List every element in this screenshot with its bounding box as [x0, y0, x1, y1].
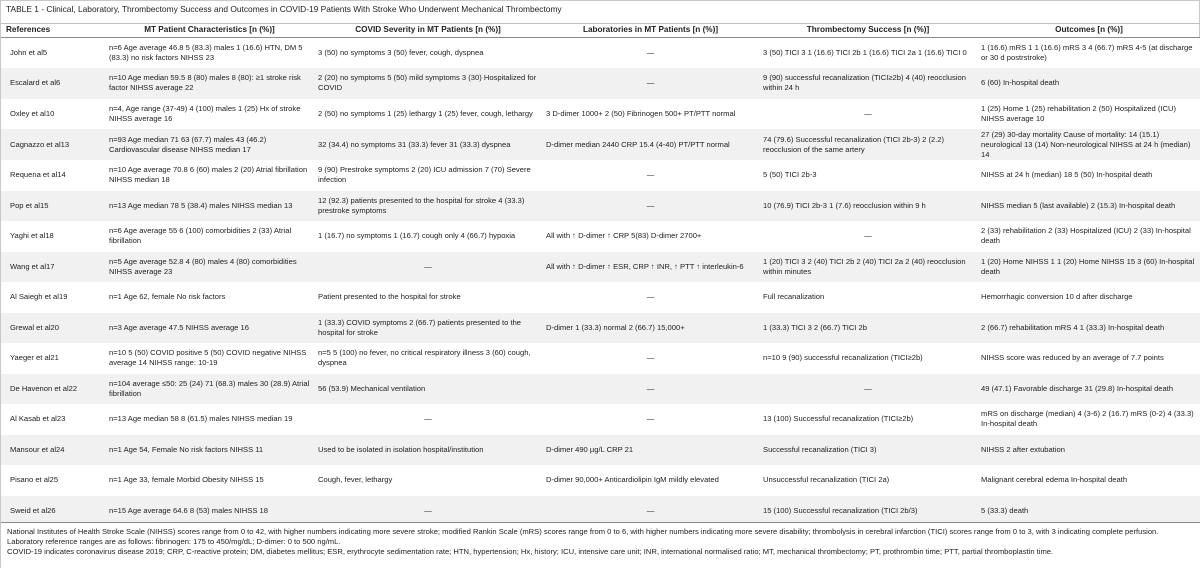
footnote-abbreviations: COVID-19 indicates coronavirus disease 2019; CRP, C-reactive protein; DM, diabetes mellitus; ESR, erythrocyte sedimentation rate; HTN, hypertension; Hx, history; ICU, intensive care unit; INR, international normalised ratio; MT, mechanical thrombectomy; PT, prothrombin time; PTT, partial thromboplastin time.	[7, 547, 1054, 557]
cell-text: Sweid et al26	[10, 505, 56, 515]
cell-text: Malignant cerebral edema In-hospital death	[981, 475, 1128, 485]
cell-text: 5 (50) TICI 2b-3	[763, 170, 817, 180]
cell-text: n=4, Age range (37-49) 4 (100) males 1 (25) Hx of stroke NIHSS average 16	[109, 103, 301, 123]
table-row	[1, 465, 1200, 496]
covid-severity-cell	[314, 129, 542, 160]
cell-text: —	[646, 200, 655, 210]
cell-text: —	[424, 261, 432, 271]
cell-text: D-dimer 490 µg/L CRP 21	[546, 444, 634, 454]
laboratories-cell	[542, 68, 759, 99]
table-body	[1, 38, 1200, 527]
cell-text: Unsuccessful recanalization (TICI 2a)	[763, 475, 890, 485]
cell-text: —	[424, 505, 432, 515]
covid-severity-cell	[314, 99, 542, 130]
laboratories-cell	[542, 38, 759, 69]
reference-cell	[1, 68, 105, 99]
cell-text: Successful recanalization (TICI 3)	[763, 444, 877, 454]
cell-text: 9 (90) Prestroke symptoms 2 (20) ICU admission 7 (70) Severe infection	[318, 165, 531, 185]
laboratories-cell	[542, 313, 759, 344]
cell-text: 1 (20) Home NIHSS 1 1 (20) Home NIHSS 15 3 (60) In-hospital death	[981, 256, 1195, 276]
reference-cell	[1, 221, 105, 252]
cell-text: 12 (92.3) patients presented to the hospital for stroke 4 (33.3) prestroke symptoms	[318, 195, 525, 215]
reference-cell	[1, 313, 105, 344]
cell-text: Mansour et al24	[10, 444, 65, 454]
reference-cell	[1, 374, 105, 405]
cell-text: 6 (60) In-hospital death	[981, 78, 1060, 88]
laboratories-cell	[542, 374, 759, 405]
cell-text: n=5 Age average 52.8 4 (80) males 4 (80) comorbidities NIHSS average 23	[109, 256, 297, 276]
laboratories-cell	[542, 160, 759, 191]
cell-text: 3 (50) no symptoms 3 (50) fever, cough, dyspnea	[318, 48, 484, 58]
covid-severity-cell	[314, 282, 542, 313]
cell-text: —	[646, 353, 655, 363]
cell-text: Hemorrhagic conversion 10 d after discharge	[981, 292, 1133, 302]
cell-text: Yaghi et al18	[10, 231, 54, 241]
reference-cell	[1, 191, 105, 222]
characteristics-cell	[105, 404, 314, 435]
characteristics-cell	[105, 68, 314, 99]
characteristics-cell	[105, 252, 314, 283]
outcomes-cell	[977, 282, 1200, 313]
laboratories-cell	[542, 282, 759, 313]
thrombectomy-success-cell	[759, 38, 977, 69]
reference-cell	[1, 465, 105, 496]
covid-severity-cell	[314, 221, 542, 252]
cell-text: 1 (33.3) COVID symptoms 2 (66.7) patients presented to the hospital for stroke	[318, 317, 522, 337]
cell-text: —	[646, 170, 655, 180]
laboratories-cell	[542, 435, 759, 466]
cell-text: 32 (34.4) no symptoms 31 (33.3) fever 31 (33.3) dyspnea	[318, 139, 511, 149]
cell-text: 2 (66.7) rehabilitation mRS 4 1 (33.3) In-hospital death	[981, 322, 1165, 332]
cell-text: —	[646, 78, 655, 88]
cell-text: Used to be isolated in isolation hospital/institution	[318, 444, 484, 454]
cell-text: Al Saiegh et al19	[10, 292, 68, 302]
cell-text: Al Kasab et al23	[10, 414, 66, 424]
reference-cell	[1, 435, 105, 466]
header-row	[1, 24, 1200, 38]
characteristics-cell	[105, 343, 314, 374]
covid-severity-cell	[314, 160, 542, 191]
outcomes-cell	[977, 404, 1200, 435]
cell-text: n=15 Age average 64.6 8 (53) males NIHSS 18	[109, 505, 268, 515]
cell-text: n=6 Age average 55 6 (100) comorbidities 2 (33) Atrial fibrillation	[109, 226, 292, 246]
thrombectomy-success-cell	[759, 465, 977, 496]
thrombectomy-success-cell	[759, 160, 977, 191]
laboratories-cell	[542, 129, 759, 160]
laboratories-cell	[542, 343, 759, 374]
thrombectomy-success-cell	[759, 343, 977, 374]
cell-text: —	[646, 292, 655, 302]
cell-text: n=1 Age 33, female Morbid Obesity NIHSS 15	[109, 475, 264, 485]
cell-text: mRS on discharge (median) 4 (3-6) 2 (16.7) mRS (0-2) 4 (33.3) In-hospital death	[981, 409, 1194, 429]
cell-text: 13 (100) Successful recanalization (TICI≥2b)	[763, 414, 914, 424]
cell-text: Pop et al15	[10, 200, 49, 210]
cell-text: n=10 9 (90) successful recanalization (TICI≥2b)	[763, 353, 923, 363]
cell-text: 56 (53.9) Mechanical ventilation	[318, 383, 426, 393]
cell-text: 3 D-dimer 1000+ 2 (50) Fibrinogen 500+ PT/PTT normal	[546, 108, 736, 118]
characteristics-cell	[105, 465, 314, 496]
cell-text: NIHSS at 24 h (median) 18 5 (50) In-hospital death	[981, 170, 1153, 180]
cell-text: NIHSS score was reduced by an average of 7.7 points	[981, 353, 1164, 363]
thrombectomy-success-cell	[759, 374, 977, 405]
thrombectomy-success-cell	[759, 435, 977, 466]
table-row	[1, 68, 1200, 99]
cell-text: Pisano et al25	[10, 475, 59, 485]
cell-text: 3 (50) TICI 3 1 (16.6) TICI 2b 1 (16.6) TICI 2a 1 (16.6) TICI 0	[763, 48, 967, 58]
table-row	[1, 129, 1200, 160]
footnote-scales: National Institutes of Health Stroke Scale (NIHSS) scores range from 0 to 42, with higher numbers indicating more severe stroke; modified Rankin Scale (mRS) scores range from 0 to 6, with higher numbers indicating more severe disability; thrombolysis in cerebral infarction (TICI) scores range from 0 to 3, with 3 indicating complete perfusion. Laboratory reference ranges are as follows: fibrinogen: 175 to 450/mg/dL; D-dimer: 0 to 500 ng/mL.	[7, 527, 1159, 547]
characteristics-cell	[105, 160, 314, 191]
table-row	[1, 343, 1200, 374]
covid-severity-cell	[314, 465, 542, 496]
laboratories-cell	[542, 465, 759, 496]
characteristics-cell	[105, 129, 314, 160]
thrombectomy-success-cell	[759, 191, 977, 222]
cell-text: 1 (20) TICI 3 2 (40) TICI 2b 2 (40) TICI 2a 2 (40) reocclusion within minutes	[763, 256, 966, 276]
covid-severity-cell	[314, 68, 542, 99]
cell-text: Patient presented to the hospital for stroke	[318, 292, 461, 302]
cell-text: Full recanalization	[763, 292, 825, 302]
cell-text: n=10 Age median 59.5 8 (80) males 8 (80): ≥1 stroke risk factor NIHSS average 22	[109, 73, 301, 93]
cell-text: n=13 Age median 78 5 (38.4) males NIHSS median 13	[109, 200, 293, 210]
outcomes-cell	[977, 313, 1200, 344]
cell-text: —	[646, 48, 655, 58]
reference-cell	[1, 129, 105, 160]
cell-text: D-dimer median 2440 CRP 15.4 (4-40) PT/PTT normal	[546, 139, 730, 149]
characteristics-cell	[105, 282, 314, 313]
cell-text: 15 (100) Successful recanalization (TICI 2b/3)	[763, 505, 918, 515]
reference-cell	[1, 343, 105, 374]
cell-text: 1 (16.6) mRS 1 1 (16.6) mRS 3 4 (66.7) mRS 4-5 (at discharge or 30 d postrstroke)	[981, 43, 1193, 62]
cell-text: 1 (25) Home 1 (25) rehabilitation 2 (50) Hospitalized (ICU) NIHSS average 10	[981, 103, 1176, 123]
laboratories-cell	[542, 191, 759, 222]
column-header-characteristics: MT Patient Characteristics [n (%)]	[105, 24, 314, 38]
cell-text: All with ↑ D-dimer ↑ CRP 5(83) D-dimer 2700+	[546, 231, 702, 241]
reference-cell	[1, 38, 105, 69]
characteristics-cell	[105, 191, 314, 222]
thrombectomy-success-cell	[759, 221, 977, 252]
cell-text: n=93 Age median 71 63 (67.7) males 43 (46.2) Cardiovascular disease NIHSS median 17	[109, 134, 267, 154]
cell-text: Escalard et al6	[10, 78, 61, 88]
characteristics-cell	[105, 221, 314, 252]
cell-text: n=5 5 (100) no fever, no critical respiratory illness 3 (60) cough, dyspnea	[318, 348, 531, 368]
cell-text: n=6 Age average 46.8 5 (83.3) males 1 (16.6) HTN, DM 5 (83.3) no risk factors NIHSS 23	[109, 43, 303, 62]
cell-text: —	[646, 383, 655, 393]
table-row	[1, 221, 1200, 252]
column-header-outcomes: Outcomes [n (%)]	[977, 24, 1200, 38]
cell-text: n=10 5 (50) COVID positive 5 (50) COVID negative NIHSS average 14 NIHSS range: 10-19	[109, 348, 307, 368]
cell-text: n=104 average ≤50: 25 (24) 71 (68.3) males 30 (28.9) Atrial fibrillation	[109, 378, 310, 398]
table-row	[1, 435, 1200, 466]
covid-severity-cell	[314, 404, 542, 435]
characteristics-cell	[105, 313, 314, 344]
thrombectomy-success-cell	[759, 404, 977, 435]
cell-text: 49 (47.1) Favorable discharge 31 (29.8) In-hospital death	[981, 383, 1174, 393]
covid-severity-cell	[314, 374, 542, 405]
cell-text: n=1 Age 54, Female No risk factors NIHSS 11	[109, 444, 264, 454]
outcomes-cell	[977, 160, 1200, 191]
thrombectomy-success-cell	[759, 68, 977, 99]
cell-text: —	[864, 231, 872, 241]
cell-text: 2 (50) no symptoms 1 (25) lethargy 1 (25) fever, cough, lethargy	[318, 108, 533, 118]
laboratories-cell	[542, 99, 759, 130]
cell-text: Cagnazzo et al13	[10, 139, 70, 149]
cell-text: 5 (33.3) death	[981, 505, 1029, 515]
covid-severity-cell	[314, 343, 542, 374]
laboratories-cell	[542, 221, 759, 252]
outcomes-cell	[977, 191, 1200, 222]
cell-text: —	[424, 414, 432, 424]
table-row	[1, 38, 1200, 69]
covid-severity-cell	[314, 252, 542, 283]
cell-text: —	[864, 383, 872, 393]
cell-text: Oxley et al10	[10, 108, 55, 118]
table-row	[1, 252, 1200, 283]
cell-text: 1 (16.7) no symptoms 1 (16.7) cough only 4 (66.7) hypoxia	[318, 231, 516, 241]
outcomes-cell	[977, 99, 1200, 130]
cell-text: 10 (76.9) TICI 2b-3 1 (7.6) reocclusion within 9 h	[763, 200, 926, 210]
table-row	[1, 313, 1200, 344]
outcomes-cell	[977, 343, 1200, 374]
cell-text: All with ↑ D-dimer ↑ ESR, CRP ↑ INR, ↑ PTT ↑ interleukin-6	[546, 261, 744, 271]
cell-text: NIHSS median 5 (last available) 2 (15.3) In-hospital death	[981, 200, 1176, 210]
covid-severity-cell	[314, 313, 542, 344]
characteristics-cell	[105, 38, 314, 69]
outcomes-cell	[977, 465, 1200, 496]
characteristics-cell	[105, 435, 314, 466]
covid-severity-cell	[314, 435, 542, 466]
outcomes-cell	[977, 129, 1200, 160]
cell-text: De Havenon et al22	[10, 383, 78, 393]
cell-text: n=3 Age average 47.5 NIHSS average 16	[109, 322, 249, 332]
cell-text: n=13 Age median 58 8 (61.5) males NIHSS median 19	[109, 414, 293, 424]
table-row	[1, 191, 1200, 222]
covid-severity-cell	[314, 38, 542, 69]
cell-text: Wang et al17	[10, 261, 55, 271]
outcomes-cell	[977, 68, 1200, 99]
column-header-laboratories: Laboratories in MT Patients [n (%)]	[542, 24, 759, 38]
laboratories-cell	[542, 404, 759, 435]
table-footnote	[1, 522, 1200, 569]
cell-text: Cough, fever, lethargy	[318, 475, 393, 485]
reference-cell	[1, 282, 105, 313]
cell-text: n=1 Age 62, female No risk factors	[109, 292, 226, 302]
thrombectomy-success-cell	[759, 282, 977, 313]
cell-text: n=10 Age average 70.8 6 (60) males 2 (20) Atrial fibrillation NIHSS median 18	[109, 165, 308, 185]
studies-table	[1, 23, 1200, 526]
reference-cell	[1, 404, 105, 435]
thrombectomy-success-cell	[759, 99, 977, 130]
cell-text: 2 (33) rehabilitation 2 (33) Hospitalized (ICU) 2 (33) In-hospital death	[981, 226, 1191, 246]
cell-text: John et al5	[10, 48, 48, 58]
cell-text: —	[864, 108, 872, 118]
outcomes-cell	[977, 221, 1200, 252]
outcomes-cell	[977, 252, 1200, 283]
characteristics-cell	[105, 99, 314, 130]
thrombectomy-success-cell	[759, 129, 977, 160]
outcomes-cell	[977, 38, 1200, 69]
reference-cell	[1, 99, 105, 130]
reference-cell	[1, 160, 105, 191]
cell-text: Grewal et al20	[10, 322, 59, 332]
table-row	[1, 374, 1200, 405]
cell-text: 9 (90) successful recanalization (TICI≥2b) 4 (40) reocclusion within 24 h	[763, 73, 966, 93]
reference-cell	[1, 252, 105, 283]
covid-severity-cell	[314, 191, 542, 222]
column-header-thrombectomy-success: Thrombectomy Success [n (%)]	[759, 24, 977, 38]
table-row	[1, 99, 1200, 130]
cell-text: D-dimer 90,000+ Anticardiolipin IgM mildly elevated	[546, 475, 719, 485]
characteristics-cell	[105, 374, 314, 405]
cell-text: —	[646, 414, 655, 424]
column-header-references: References	[1, 24, 105, 38]
column-header-covid-severity: COVID Severity in MT Patients [n (%)]	[314, 24, 542, 38]
table-row	[1, 282, 1200, 313]
cell-text: Yaeger et al21	[10, 353, 59, 363]
table-caption: TABLE 1 - Clinical, Laboratory, Thrombectomy Success and Outcomes in COVID-19 Patients With Stroke Who Underwent Mechanical Thrombectomy	[6, 4, 562, 14]
cell-text: —	[646, 505, 655, 515]
table-row	[1, 404, 1200, 435]
outcomes-cell	[977, 374, 1200, 405]
laboratories-cell	[542, 252, 759, 283]
cell-text: 2 (20) no symptoms 5 (50) mild symptoms 3 (30) Hospitalized for COVID	[318, 73, 537, 93]
cell-text: D-dimer 1 (33.3) normal 2 (66.7) 15,000+	[546, 322, 685, 332]
cell-text: 1 (33.3) TICI 3 2 (66.7) TICI 2b	[763, 322, 867, 332]
cell-text: 74 (79.6) Successful recanalization (TICI 2b-3) 2 (2.2) reocclusion of the same artery	[763, 134, 945, 154]
thrombectomy-success-cell	[759, 313, 977, 344]
thrombectomy-success-cell	[759, 252, 977, 283]
table-row	[1, 160, 1200, 191]
cell-text: 27 (29) 30-day mortality Cause of mortality: 14 (15.1) neurological 13 (14) Non-neurological NIHSS at 24 h (median) 14	[981, 130, 1191, 159]
outcomes-cell	[977, 435, 1200, 466]
cell-text: NIHSS 2 after extubation	[981, 444, 1065, 454]
cell-text: Requena et al14	[10, 170, 66, 180]
